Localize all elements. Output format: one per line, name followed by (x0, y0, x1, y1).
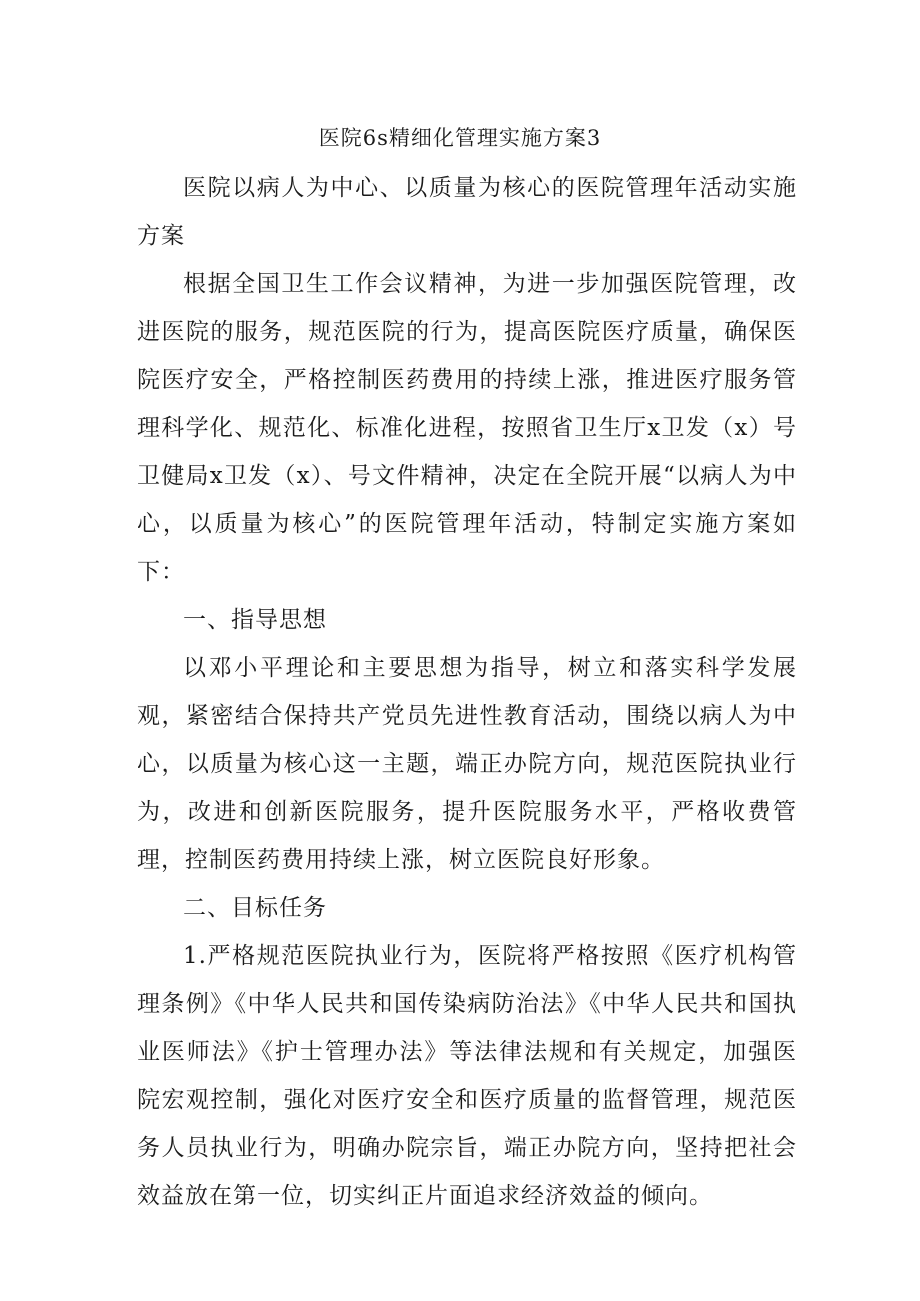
section-heading-guiding-ideology: 一、指导思想 (183, 607, 327, 633)
section-heading-goals-tasks: 二、目标任务 (183, 895, 327, 921)
document-title: 医院6s精细化管理实施方案3 (318, 126, 602, 150)
paragraph-guiding-ideology: 以邓小平理论和主要思想为指导，树立和落实科学发展观，紧密结合保持共产党员先进性教育活动，围绕以病人为中心，以质量为核心这一主题，端正办院方向，规范医院执业行为，改进和创新医院服务，提升医院服务水平，严格收费管理，控制医药费用持续上涨，树立医院良好形象。 (137, 655, 797, 873)
document-subtitle: 医院以病人为中心、以质量为核心的医院管理年活动实施方案 (137, 175, 797, 249)
paragraph-intro: 根据全国卫生工作会议精神，为进一步加强医院管理，改进医院的服务，规范医院的行为，提高医院医疗质量，确保医院医疗安全，严格控制医药费用的持续上涨，推进医疗服务管理科学化、规范化、标准化进程，按照省卫生厅x卫发（x）号卫健局x卫发（x）、号文件精神，决定在全院开展“以病人为中心，以质量为核心”的医院管理年活动，特制定实施方案如下： (137, 271, 797, 585)
document-body (137, 164, 797, 1220)
paragraph-goal-1: 1.严格规范医院执业行为，医院将严格按照《医疗机构管理条例》《中华人民共和国传染病防治法》《中华人民共和国执业医师法》《护士管理办法》等法律法规和有关规定，加强医院宏观控制，强化对医疗安全和医疗质量的监督管理，规范医务人员执业行为，明确办院宗旨，端正办院方向，坚持把社会效益放在第一位，切实纠正片面追求经济效益的倾向。 (137, 943, 797, 1209)
